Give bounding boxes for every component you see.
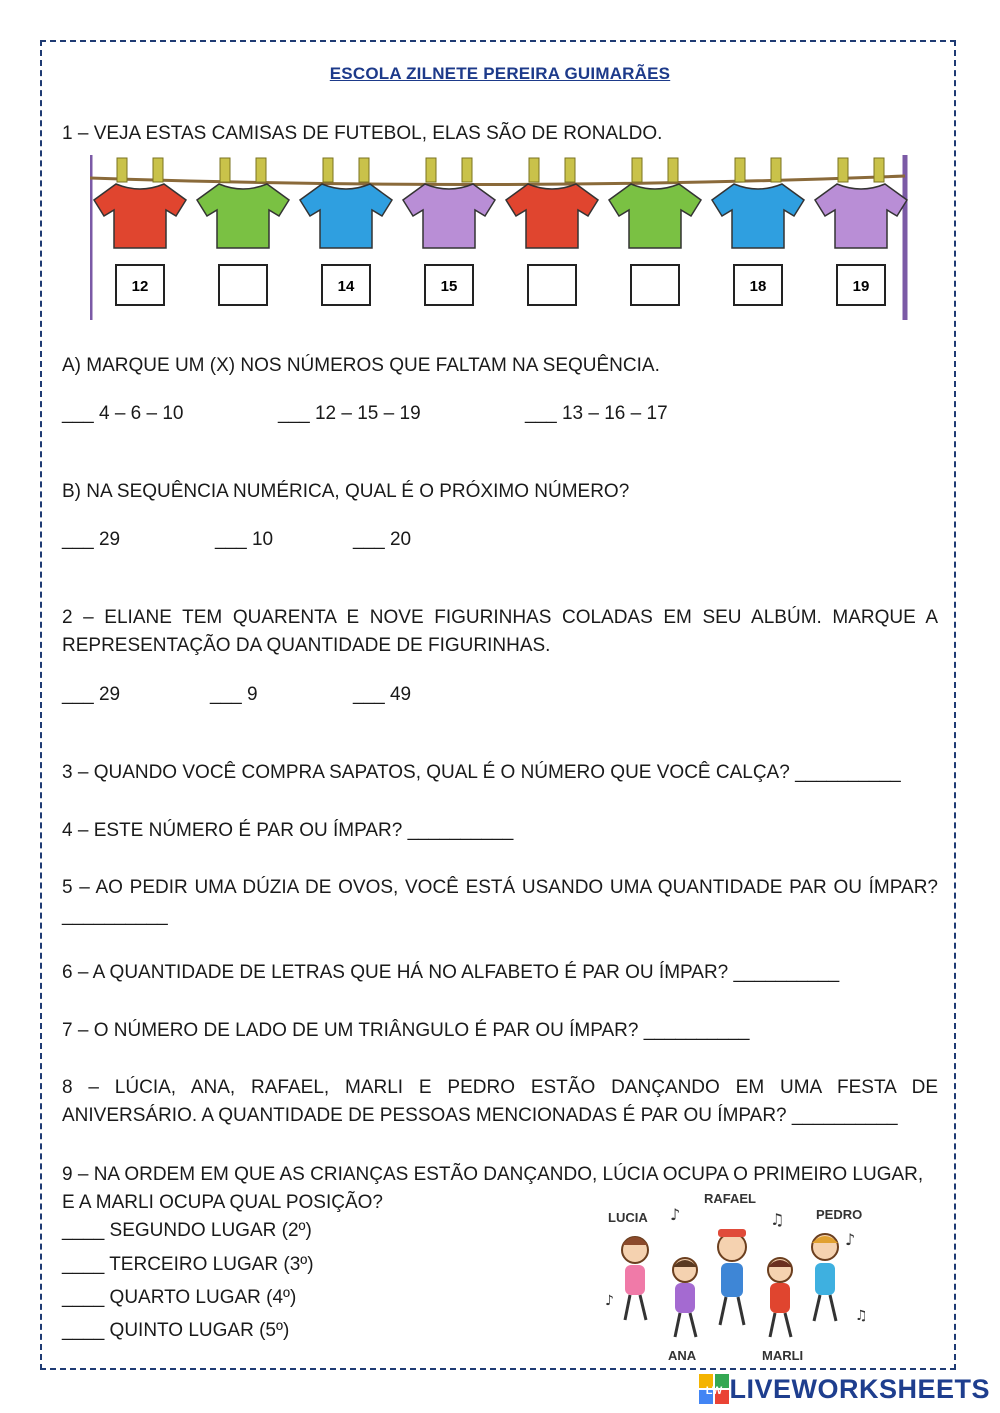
shirt-icon [403,184,495,248]
clothespin-icon [153,158,163,182]
svg-text:♫: ♫ [770,1210,785,1229]
question-1a-option-2[interactable]: ___ 12 – 15 – 19 [278,403,421,424]
question-3-text: 3 – QUANDO VOCÊ COMPRA SAPATOS, QUAL É O NÚMERO QUE VOCÊ CALÇA? __________ [62,762,901,783]
question-1b-option-2[interactable]: ___ 10 [215,529,274,550]
shirt-icon [94,184,186,248]
kid-name-lucia: LUCIA [608,1210,648,1225]
kid-marli [768,1258,792,1337]
question-4-text: 4 – ESTE NÚMERO É PAR OU ÍMPAR? __________ [62,820,514,841]
shirt-number-box [631,265,679,305]
shirt-number: 14 [337,278,355,295]
shirt-icon [815,184,907,248]
clothespin-icon [529,158,539,182]
shirt-number: 15 [440,278,458,295]
kid-name-rafael: RAFAEL [704,1191,756,1206]
question-9-option-3[interactable]: ____ QUARTO LUGAR (4º) [62,1287,297,1308]
question-8-text: 8 – LÚCIA, ANA, RAFAEL, MARLI E PEDRO ESTÃO DANÇANDO EM UMA FESTA DE ANIVERSÁRIO. A QUANTIDADE DE PESSOAS MENCIONADAS É PAR OU ÍMPAR? __________ [62,1077,938,1126]
question-1a-option-3[interactable]: ___ 13 – 16 – 17 [525,403,668,424]
clothespin-icon [838,158,848,182]
clothespin-icon [220,158,230,182]
shirt [300,158,392,305]
clothespin-icon [426,158,436,182]
shirt-icon [712,184,804,248]
shirt-number: 18 [749,278,767,295]
shirt-icon [300,184,392,248]
clothespin-icon [668,158,678,182]
kid-rafael [718,1229,746,1325]
question-1a-option-1[interactable]: ___ 4 – 6 – 10 [62,403,184,424]
clothespin-icon [874,158,884,182]
kid-ana [673,1258,697,1337]
clothespin-icon [359,158,369,182]
question-1a-text: A) MARQUE UM (X) NOS NÚMEROS QUE FALTAM NA SEQUÊNCIA. [62,355,660,376]
kid-lucia [622,1237,648,1320]
dancing-kids-illustration [600,1185,875,1365]
shirt [403,158,495,305]
svg-text:♪: ♪ [605,1293,614,1309]
clothesline-shirts-illustration [90,150,910,325]
shirt [506,158,598,305]
question-9-option-2[interactable]: ____ TERCEIRO LUGAR (3º) [62,1254,314,1275]
svg-text:♫: ♫ [855,1308,868,1324]
question-2-text: 2 – ELIANE TEM QUARENTA E NOVE FIGURINHAS COLADAS EM SEU ALBÚM. MARQUE A REPRESENTAÇÃO DA QUANTIDADE DE FIGURINHAS. [62,607,938,656]
question-9-option-4[interactable]: ____ QUINTO LUGAR (5º) [62,1320,290,1341]
liveworksheets-logo[interactable] [699,1371,990,1407]
clothespin-icon [735,158,745,182]
clothespin-icon [462,158,472,182]
liveworksheets-logo-letters: LW [706,1385,723,1397]
question-2-option-2[interactable]: ___ 9 [210,684,258,705]
shirt-icon [197,184,289,248]
question-1b-option-1[interactable]: ___ 29 [62,529,121,550]
question-1b-text: B) NA SEQUÊNCIA NUMÉRICA, QUAL É O PRÓXIMO NÚMERO? [62,481,630,502]
shirt-icon [609,184,701,248]
liveworksheets-brand: LIVEWORKSHEETS [729,1373,990,1404]
clothespin-icon [256,158,266,182]
kid-name-pedro: PEDRO [816,1207,863,1222]
svg-text:♪: ♪ [845,1230,856,1249]
shirt-number-box [528,265,576,305]
svg-text:♪: ♪ [670,1205,681,1224]
clothespin-icon [632,158,642,182]
clothespin-icon [323,158,333,182]
question-9-text-line-2: E A MARLI OCUPA QUAL POSIÇÃO? [62,1192,383,1213]
shirt-number: 12 [131,278,149,295]
question-1-text: 1 – VEJA ESTAS CAMISAS DE FUTEBOL, ELAS SÃO DE RONALDO. [62,123,663,144]
kid-name-marli: MARLI [762,1348,804,1363]
shirt [609,158,701,305]
school-title: ESCOLA ZILNETE PEREIRA GUIMARÃES [329,64,671,83]
clothespin-icon [565,158,575,182]
shirt-number: 19 [852,278,870,295]
clothespin-icon [771,158,781,182]
question-2-option-1[interactable]: ___ 29 [62,684,121,705]
question-7-text: 7 – O NÚMERO DE LADO DE UM TRIÂNGULO É PAR OU ÍMPAR? __________ [62,1020,750,1041]
question-6-text: 6 – A QUANTIDADE DE LETRAS QUE HÁ NO ALFABETO É PAR OU ÍMPAR? __________ [62,962,840,983]
kid-name-ana: ANA [668,1348,697,1363]
question-9-text-line-1: 9 – NA ORDEM EM QUE AS CRIANÇAS ESTÃO DANÇANDO, LÚCIA OCUPA O PRIMEIRO LUGAR, [62,1164,924,1185]
question-1b-option-3[interactable]: ___ 20 [353,529,412,550]
kid-pedro [812,1234,838,1321]
shirt-icon [506,184,598,248]
clothespin-icon [117,158,127,182]
question-5-text: 5 – AO PEDIR UMA DÚZIA DE OVOS, VOCÊ ESTÁ USANDO UMA QUANTIDADE PAR OU ÍMPAR? __________ [62,877,938,926]
question-2-option-3[interactable]: ___ 49 [353,684,412,705]
liveworksheets-logo-icon [699,1374,729,1404]
question-9-option-1[interactable]: ____ SEGUNDO LUGAR (2º) [62,1220,312,1241]
shirt-number-box [219,265,267,305]
